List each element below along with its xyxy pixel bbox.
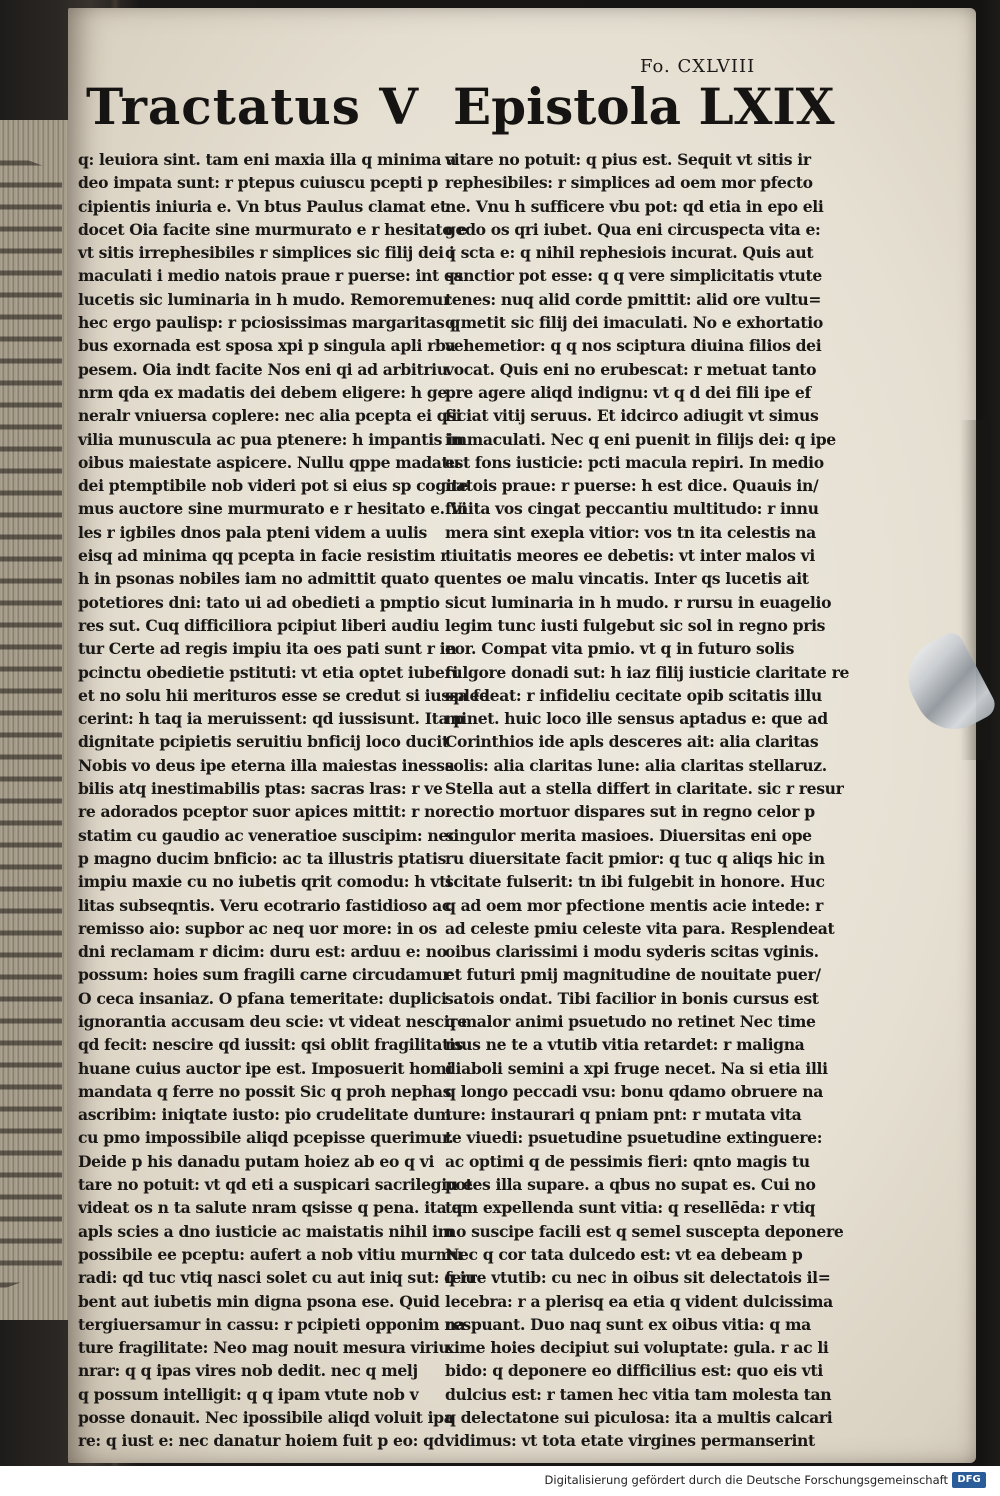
text-line: vocat. Quis eni no erubescat: r metuat tanto — [445, 359, 817, 379]
text-line: videat os n ta salute nram qsisse q pena. ita q — [78, 1198, 463, 1218]
text-line: tiuitatis meores ee debetis: vt inter malos vi — [445, 546, 815, 566]
text-line: pesem. Oia indt facite Nos eni qi ad arbitriu — [78, 359, 448, 379]
text-line: nrar: q q ipas vires nob dedit. nec q melj — [78, 1361, 418, 1381]
text-line: immaculati. Nec q eni puenit in filijs dei: q ipe — [445, 429, 836, 449]
text-line: posse donauit. Nec ipossibile aliqd voluit ipa — [78, 1408, 454, 1428]
text-line: mandata q ferre no possit Sic q proh nephas — [78, 1081, 452, 1101]
text-line: ne. Vnu h sufficere vbu pot: qd etia in epo eli — [445, 196, 824, 216]
text-line: q possum intelligit: q q ipam vtute nob v — [78, 1384, 419, 1404]
text-line: uentes oe malu vincatis. Inter qs lucetis ait — [445, 569, 809, 589]
text-line: solis: alia claritas lune: alia claritas stellaruz. — [445, 755, 827, 775]
text-line: rephesibiles: r simplices ad oem mor pfecto — [445, 173, 813, 193]
text-line: bido: q deponere eo difficilius est: quo eis vti — [445, 1361, 823, 1381]
text-line: qd fecit: nescire qd iussit: qsi oblit fragilitatis — [78, 1035, 463, 1055]
text-line: re adorados pceptor suor apices mittit: r no — [78, 802, 446, 822]
text-line: bus exornada est sposa xpi p singula apli rba — [78, 336, 456, 356]
text-line: dignitate pcipietis seruitiu bnficij loco ducit — [78, 732, 449, 752]
text-line: ture fragilitate: Neo mag nouit mesura viriu — [78, 1338, 450, 1358]
text-line: et no solu hii merituros esse se credut si iussa fe — [78, 685, 489, 705]
text-line: nrm qda ex madatis dei debem eligere: h ge — [78, 382, 447, 402]
text-line: les r igbiles dnos pala pteni videm a uulis — [78, 522, 427, 542]
text-column-right — [445, 148, 850, 1453]
text-line: Stella aut a stella differt in claritate. sic r resur — [445, 779, 844, 799]
text-line: q scta e: q nihil rephesiois incurat. Quis aut — [445, 243, 814, 263]
text-line: pcinctu obedietie pstituti: vt etia optet iuberi — [78, 662, 458, 682]
text-line: bilis atq inestimabilis ptas: sacras lras: r ve — [78, 779, 443, 799]
text-line: hec ergo paulisp: r pciosissimas margaritas q — [78, 313, 461, 333]
text-line: gedo os qri iubet. Qua eni circuspecta vita e: — [445, 219, 821, 239]
text-line: oibus maiestate aspicere. Nullu qppe madatu — [78, 452, 460, 472]
text-line: possibile ee pceptu: aufert a nob vitiu murmu — [78, 1244, 463, 1264]
text-line: q metit sic filij dei imaculati. No e exhortatio — [445, 313, 823, 333]
text-line: q malor animi psuetudo no retinet Nec time — [445, 1011, 816, 1031]
text-line: Corinthios ide apls desceres ait: alia claritas — [445, 732, 819, 752]
text-line: eisq ad minima qq pcepta in facie resistim r — [78, 546, 449, 566]
text-line: O ceca insaniaz. O pfana temeritate: duplici — [78, 988, 447, 1008]
text-line: pre agere aliqd indignu: vt q d dei fili ipe ef — [445, 382, 811, 402]
text-line: natois praue: r puerse: h est dice. Quauis in/ — [445, 476, 819, 496]
text-line: dei ptemptibile nob videri pot si eius sp cogite — [78, 476, 468, 496]
text-line: tenes: nuq alid corde pmittit: alid ore vultu= — [445, 289, 822, 309]
text-line: sicut luminaria in h mudo. r rursu in euagelio — [445, 592, 832, 612]
text-line: et futuri pmij magnitudine de nouitate puer/ — [445, 965, 821, 985]
text-line: mera sint exepla vitior: vos tn ita celestis na — [445, 522, 816, 542]
text-line: re: q iust e: nec danatur hoiem fuit p eo: qd — [78, 1431, 445, 1451]
text-line: potetiores dni: tato ui ad obedieti a pmptio — [78, 592, 440, 612]
text-line: satois ondat. Tibi facilior in bonis cursus est — [445, 988, 819, 1008]
text-line: q: leuiora sint. tam eni maxia illa q minima a — [78, 150, 457, 169]
text-line: p magno ducim bnficio: ac ta illustris ptatis — [78, 848, 447, 868]
text-line: vitare no potuit: q pius est. Sequit vt sitis ir — [445, 150, 811, 169]
text-line: remisso aio: supbor ac neq uor more: in os — [78, 918, 437, 938]
text-line: radi: qd tuc vtiq nasci solet cu aut iniq sut: q iu — [78, 1268, 477, 1288]
text-line: Nobis vo deus ipe eterna illa maiestas inessa — [78, 755, 455, 775]
text-line: dni reclamam r dicim: duru est: arduu e: no — [78, 942, 447, 962]
text-line: Deide p his danadu putam hoiez ab eo q vi — [78, 1151, 435, 1171]
text-line: h in psonas nobiles iam no admittit quato q — [78, 569, 445, 589]
text-line: tur Certe ad regis impiu ita oes pati sunt r in — [78, 639, 457, 659]
text-line: ascribim: iniqtate iusto: pio crudelitate dum — [78, 1105, 452, 1125]
text-line: eor. Compat vita pmio. vt q in futuro solis — [445, 639, 795, 659]
text-line: est fons iusticie: pcti macula repiri. In medio — [445, 452, 824, 472]
text-line: lecebra: r a plerisq ea etia q vident dulcissima — [445, 1291, 833, 1311]
text-line: ignorantia accusam deu scie: vt videat nescire — [78, 1011, 467, 1031]
text-line: maculati i medio natois praue r puerse: int qs — [78, 266, 463, 286]
text-line: fulgore donadi sut: h iaz filij iusticie claritate re — [445, 662, 850, 682]
text-line: rectio mortuor dispares sut in regno celor p — [445, 802, 815, 822]
text-line: ficiat vitij seruus. Et idcirco adiugit vt simus — [445, 406, 819, 426]
text-line: impiu maxie cu no iubetis qrit comodu: h vti — [78, 872, 452, 892]
text-line: mus ne te a vtutib vitia retardet: r maligna — [445, 1035, 805, 1055]
text-line: cerint: h taq ia meruissent: qd iussisunt. Ita p — [78, 709, 464, 729]
running-head-left: Tractatus V — [86, 77, 420, 136]
text-line: spledeat: r infideliu cecitate opib scitatis illu — [445, 685, 822, 705]
text-line: vilia munuscula ac pua ptenere: h impantis in — [78, 429, 464, 449]
text-line: docet Oia facite sine murmurato e r hesitato e — [78, 219, 467, 239]
folio-number: Fo. CXLVIII — [640, 56, 756, 77]
text-line: cu pmo impossibile aliqd pcepisse querimur. — [78, 1128, 454, 1148]
text-line: ru diuersitate facit pmior: q tuc q aliqs hic in — [445, 848, 825, 868]
running-head-right: Epistola LXIX — [453, 77, 835, 136]
text-line: q longo peccadi vsu: bonu qdamo obruere na — [445, 1081, 823, 1101]
text-line: Nec q cor tata dulcedo est: vt ea debeam p — [445, 1244, 803, 1264]
text-line: vehemetior: q q nos sciptura diuina filios dei — [445, 336, 822, 356]
text-line: neralr vniuersa coplere: nec alia pcepta ei qsi — [78, 406, 462, 426]
text-line: no suscipe facili est q semel suscepta deponere — [445, 1221, 844, 1241]
dfg-logo: DFG — [952, 1472, 986, 1488]
text-line: lucetis sic luminaria in h mudo. Remoremur — [78, 289, 451, 309]
text-line: finita vos cingat peccantiu multitudo: r innu — [445, 499, 819, 519]
text-line: q delectatone sui piculosa: ita a multis calcari — [445, 1408, 833, 1428]
text-line: ad celeste pmiu celeste vita para. Resplendeat — [445, 918, 835, 938]
text-line: ferre vtutib: cu nec in oibus sit delectatois il= — [445, 1268, 831, 1288]
text-line: diaboli semini a xpi fruge necet. Na si etia illi — [445, 1058, 828, 1078]
text-line: xime hoies decipiut sui voluptate: gula. r ac li — [445, 1338, 829, 1358]
text-line: vt sitis irrephesibiles r simplices sic filij dei i — [78, 243, 455, 263]
text-line: sanctior pot esse: q q vere simplicitatis vtute — [445, 266, 822, 286]
text-line: singulor merita masioes. Diuersitas eni ope — [445, 825, 812, 845]
text-line: minet. huic loco ille sensus aptadus e: que ad — [445, 709, 828, 729]
text-column-left — [78, 148, 489, 1453]
facing-page-text-fragment — [0, 150, 62, 1290]
text-line: dulcius est: r tamen hec vitia tam molesta tan — [445, 1384, 832, 1404]
funding-credit: Digitalisierung gefördert durch die Deutsche Forschungsgemeinschaft — [544, 1473, 948, 1487]
text-line: bent aut iubetis min digna psona ese. Quid — [78, 1291, 440, 1311]
text-line: tam expellenda sunt vitia: q resellēda: r vtiq — [445, 1198, 816, 1218]
text-line: possum: hoies sum fragili carne circudamur — [78, 965, 451, 985]
text-line: te viuedi: psuetudine psuetudine extinguere: — [445, 1128, 823, 1148]
text-line: deo impata sunt: r ptepus cuiuscu pcepti p — [78, 173, 438, 193]
text-line: tergiuersamur in cassu: r pcipieti opponim na — [78, 1314, 466, 1334]
text-line: tare no potuit: vt qd eti a suspicari sacrilegiu e — [78, 1175, 473, 1195]
text-line: oibus clarissimi i modu syderis scitas vginis. — [445, 942, 819, 962]
text-line: scitate fulserit: tn ibi fulgebit in honore. Huc — [445, 872, 825, 892]
text-line: cipientis iniuria e. Vn btus Paulus clamat et — [78, 196, 447, 216]
text-line: potes illa supare. a qbus no supat es. Cui no — [445, 1175, 816, 1195]
text-line: respuant. Duo naq sunt ex oibus vitia: q ma — [445, 1314, 811, 1334]
text-line: mus auctore sine murmurato e r hesitato e. Vi — [78, 499, 467, 519]
text-line: vidimus: vt tota etate virgines permanserint — [445, 1431, 815, 1451]
text-line: legim tunc iusti fulgebut sic sol in regno pris — [445, 615, 826, 635]
text-line: q ad oem mor pfectione mentis acie intede: r — [445, 895, 823, 915]
text-line: statim cu gaudio ac veneratioe suscipim: nec — [78, 825, 458, 845]
text-line: ture: instaurari q pniam pnt: r mutata vita — [445, 1105, 802, 1125]
text-line: apls scies a dno iusticie ac maistatis nihil im — [78, 1221, 454, 1241]
text-line: huane cuius auctor ipe est. Imposuerit homi — [78, 1058, 452, 1078]
text-line: litas subseqntis. Veru ecotrario fastidioso ac — [78, 895, 452, 915]
text-line: ac optimi q de pessimis fieri: qnto magis tu — [445, 1151, 810, 1171]
text-line: res sut. Cuq difficiliora pcipiut liberi audiu — [78, 615, 440, 635]
